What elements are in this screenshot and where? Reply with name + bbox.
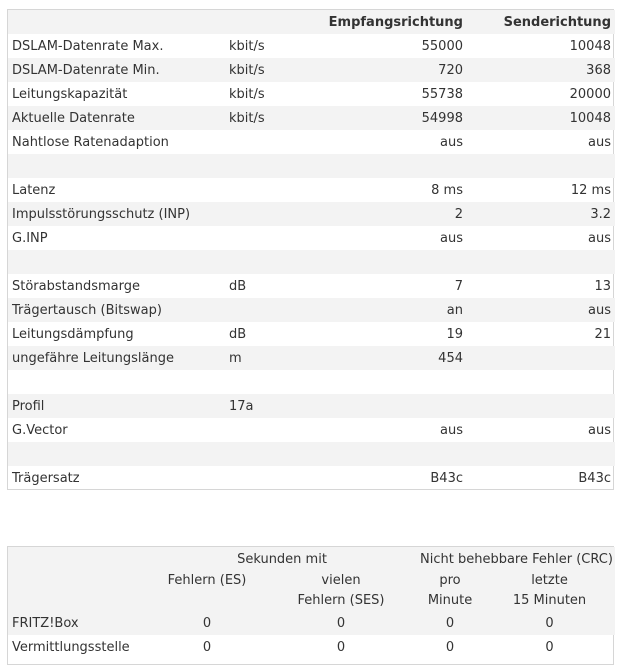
row-downstream-value	[320, 370, 467, 394]
error-table	[8, 547, 615, 659]
error-per-minute-value: 0	[445, 639, 455, 655]
col-ses	[266, 571, 416, 611]
row-upstream-value	[467, 370, 615, 394]
row-label	[8, 442, 225, 466]
row-unit	[225, 442, 320, 466]
dsl-row	[8, 154, 615, 178]
dsl-header-row	[8, 10, 615, 34]
row-downstream-value: aus	[440, 422, 463, 438]
row-downstream-value: 55000	[421, 38, 463, 54]
row-downstream-value: 720	[320, 58, 467, 82]
col-es-label: Fehlern (ES)	[167, 573, 247, 588]
row-unit: kbit/s	[229, 38, 265, 54]
dsl-row	[8, 82, 615, 106]
col-per-minute-line2: Minute	[427, 593, 473, 608]
row-upstream-value: 21	[594, 326, 611, 342]
col-per-minute-line1: pro	[439, 573, 461, 588]
row-upstream-value: aus	[588, 134, 611, 150]
row-upstream-value: B43c	[578, 470, 611, 486]
dsl-row	[8, 346, 615, 370]
header-downstream: Empfangsrichtung	[320, 10, 467, 34]
dsl-row	[8, 370, 615, 394]
row-downstream-value: 7	[454, 278, 463, 294]
dsl-row	[8, 442, 615, 466]
row-upstream-value	[467, 346, 615, 370]
row-label	[8, 250, 225, 274]
col-ses-line2: Fehlern (SES)	[297, 593, 385, 608]
row-label: DSLAM-Datenrate Min.	[8, 58, 225, 82]
row-unit: m	[225, 346, 320, 370]
header-upstream: Senderichtung	[467, 10, 615, 34]
row-upstream-value: 368	[467, 58, 615, 82]
row-unit	[225, 466, 320, 490]
error-ses-value: 0	[336, 639, 346, 655]
row-downstream-value: 454	[320, 346, 467, 370]
col-last-15-line1: letzte	[531, 573, 568, 588]
row-upstream-value	[467, 442, 615, 466]
dsl-row	[8, 394, 615, 418]
row-downstream-value	[320, 442, 467, 466]
group-empty	[8, 547, 148, 571]
row-unit: kbit/s	[225, 106, 320, 130]
dsl-row	[8, 106, 615, 130]
row-unit	[225, 202, 320, 226]
header-unit-empty	[225, 10, 320, 34]
row-upstream-value: 3.2	[467, 202, 615, 226]
row-downstream-value: aus	[440, 134, 463, 150]
row-upstream-value: 20000	[569, 86, 611, 102]
dsl-row	[8, 466, 615, 490]
row-unit: kbit/s	[225, 58, 320, 82]
row-upstream-value: 13	[594, 278, 611, 294]
row-label: Leitungskapazität	[12, 86, 128, 102]
row-label: Latenz	[12, 182, 56, 198]
row-unit	[225, 418, 320, 442]
dsl-row	[8, 34, 615, 58]
row-label: Impulsstörungsschutz (INP)	[8, 202, 225, 226]
row-label: Leitungsdämpfung	[12, 326, 134, 342]
group-seconds: Sekunden mit	[148, 547, 416, 571]
row-upstream-value	[467, 394, 615, 418]
header-label-empty	[8, 10, 225, 34]
row-label: Aktuelle Datenrate	[8, 106, 225, 130]
dsl-row	[8, 274, 615, 298]
row-label: ungefähre Leitungslänge	[8, 346, 225, 370]
row-unit: kbit/s	[229, 86, 265, 102]
error-last-15-value: 0	[484, 611, 615, 635]
row-downstream-value: 55738	[421, 86, 463, 102]
row-downstream-value: 54998	[320, 106, 467, 130]
error-es-value: 0	[148, 611, 266, 635]
error-counter-panel	[7, 546, 614, 665]
row-upstream-value	[467, 250, 615, 274]
dsl-row	[8, 178, 615, 202]
row-upstream-value: 10048	[569, 38, 611, 54]
row-label: G.INP	[12, 230, 48, 246]
row-upstream-value: 12 ms	[570, 182, 611, 198]
dsl-row	[8, 130, 615, 154]
row-unit: dB	[229, 326, 247, 342]
row-label	[8, 154, 225, 178]
dsl-row	[8, 298, 615, 322]
row-label: Nahtlose Ratenadaption	[12, 134, 169, 150]
row-upstream-value: aus	[467, 298, 615, 322]
dsl-row	[8, 226, 615, 250]
row-unit	[225, 178, 320, 202]
error-es-value: 0	[202, 639, 212, 655]
error-row-label: Vermittlungsstelle	[12, 639, 130, 655]
row-downstream-value: 8 ms	[431, 182, 463, 198]
error-row-label: FRITZ!Box	[8, 611, 148, 635]
col-empty	[8, 571, 148, 611]
col-last-15	[484, 571, 615, 611]
row-upstream-value	[467, 154, 615, 178]
row-upstream-value: 10048	[467, 106, 615, 130]
row-downstream-value: an	[320, 298, 467, 322]
row-upstream-value: aus	[588, 422, 611, 438]
row-label: Trägersatz	[12, 470, 80, 486]
dsl-row	[8, 58, 615, 82]
row-downstream-value	[320, 250, 467, 274]
error-column-row	[8, 571, 615, 611]
error-last-15-value: 0	[545, 639, 554, 655]
dsl-row	[8, 322, 615, 346]
row-unit: 17a	[225, 394, 320, 418]
error-per-minute-value: 0	[416, 611, 484, 635]
row-unit	[225, 226, 320, 250]
dsl-table	[8, 10, 615, 490]
col-last-15-line2: 15 Minuten	[512, 593, 587, 608]
error-row	[8, 611, 615, 635]
row-unit	[225, 154, 320, 178]
group-crc: Nicht behebbare Fehler (CRC)	[416, 547, 615, 571]
row-label: G.Vector	[12, 422, 68, 438]
error-group-row	[8, 547, 615, 571]
row-downstream-value	[320, 154, 467, 178]
row-downstream-value: 19	[446, 326, 463, 342]
row-downstream-value: aus	[440, 230, 463, 246]
row-label: Profil	[8, 394, 225, 418]
error-row	[8, 635, 615, 659]
col-per-minute	[416, 571, 484, 611]
row-unit	[225, 298, 320, 322]
row-downstream-value: 2	[320, 202, 467, 226]
row-unit	[225, 370, 320, 394]
row-unit	[225, 250, 320, 274]
col-ses-line1: vielen	[321, 573, 361, 588]
row-downstream-value	[320, 394, 467, 418]
row-label: DSLAM-Datenrate Max.	[12, 38, 164, 54]
dsl-info-panel	[7, 9, 614, 490]
row-label: Störabstandsmarge	[12, 278, 140, 294]
dsl-row	[8, 250, 615, 274]
row-unit: dB	[229, 278, 247, 294]
error-ses-value: 0	[266, 611, 416, 635]
row-downstream-value: B43c	[430, 470, 463, 486]
row-label: Trägertausch (Bitswap)	[8, 298, 225, 322]
row-label	[8, 370, 225, 394]
row-unit	[225, 130, 320, 154]
row-upstream-value: aus	[588, 230, 611, 246]
col-es	[148, 571, 266, 611]
dsl-row	[8, 202, 615, 226]
dsl-row	[8, 418, 615, 442]
